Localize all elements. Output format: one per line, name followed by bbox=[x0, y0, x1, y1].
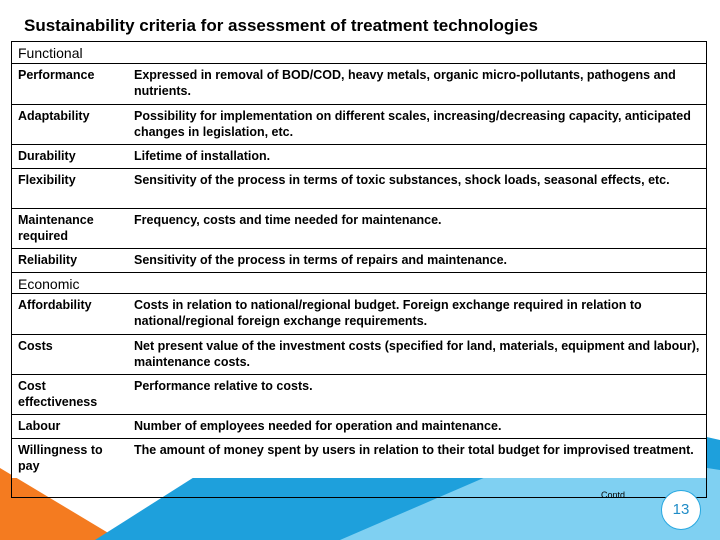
table-row bbox=[12, 438, 706, 478]
section-header-economic: Economic bbox=[12, 272, 706, 294]
criterion-cell: Cost effectiveness bbox=[12, 374, 128, 414]
table-row bbox=[12, 208, 706, 248]
criteria-sheet bbox=[11, 41, 707, 498]
table-row bbox=[12, 144, 706, 168]
page-number-badge: 13 bbox=[661, 490, 701, 530]
criterion-cell: Durability bbox=[12, 144, 128, 168]
description-cell: Expressed in removal of BOD/COD, heavy metals, organic micro-pollutants, pathogens and nutrients. bbox=[128, 64, 706, 104]
table-row bbox=[12, 64, 706, 104]
table-row bbox=[12, 294, 706, 334]
criterion-cell: Reliability bbox=[12, 248, 128, 272]
criterion-cell: Costs bbox=[12, 334, 128, 374]
criterion-cell: Affordability bbox=[12, 294, 128, 334]
functional-criteria-table bbox=[12, 64, 706, 272]
economic-criteria-table bbox=[12, 294, 706, 478]
description-cell: Net present value of the investment costs (specified for land, materials, equipment and labour), maintenance costs. bbox=[128, 334, 706, 374]
description-cell: Possibility for implementation on different scales, increasing/decreasing capacity, anticipated changes in legislation, etc. bbox=[128, 104, 706, 144]
criterion-cell: Performance bbox=[12, 64, 128, 104]
criterion-cell: Flexibility bbox=[12, 168, 128, 208]
table-row bbox=[12, 168, 706, 208]
description-cell: The amount of money spent by users in relation to their total budget for improvised treatment. bbox=[128, 438, 706, 478]
table-row bbox=[12, 104, 706, 144]
criterion-cell: Maintenance required bbox=[12, 208, 128, 248]
table-row bbox=[12, 248, 706, 272]
description-cell: Sensitivity of the process in terms of toxic substances, shock loads, seasonal effects, etc. bbox=[128, 168, 706, 208]
slide-title: Sustainability criteria for assessment of treatment technologies bbox=[24, 16, 538, 35]
criterion-cell: Willingness to pay bbox=[12, 438, 128, 478]
table-row bbox=[12, 414, 706, 438]
description-cell: Lifetime of installation. bbox=[128, 144, 706, 168]
description-cell: Frequency, costs and time needed for maintenance. bbox=[128, 208, 706, 248]
description-cell: Sensitivity of the process in terms of repairs and maintenance. bbox=[128, 248, 706, 272]
table-row bbox=[12, 334, 706, 374]
description-cell: Costs in relation to national/regional budget. Foreign exchange required in relation to national/regional foreign exchange requirements. bbox=[128, 294, 706, 334]
description-cell: Number of employees needed for operation and maintenance. bbox=[128, 414, 706, 438]
section-header-functional: Functional bbox=[12, 42, 706, 64]
description-cell: Performance relative to costs. bbox=[128, 374, 706, 414]
continued-note: Contd… bbox=[601, 490, 635, 500]
criterion-cell: Labour bbox=[12, 414, 128, 438]
table-row bbox=[12, 374, 706, 414]
criterion-cell: Adaptability bbox=[12, 104, 128, 144]
